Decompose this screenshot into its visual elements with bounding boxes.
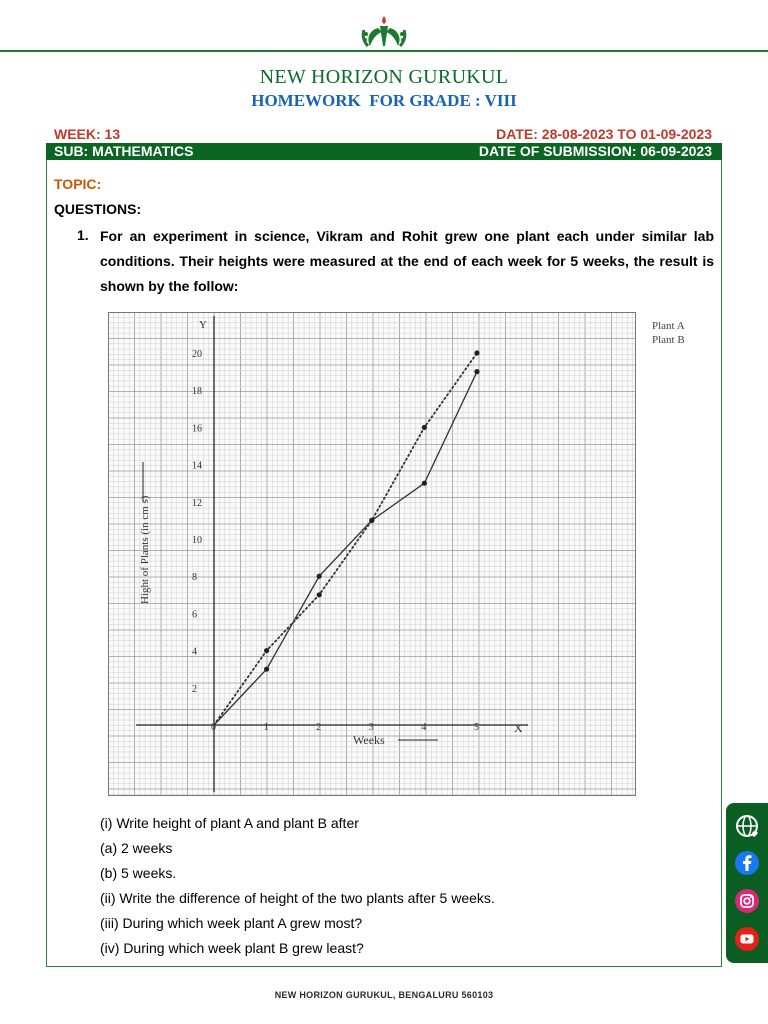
data-point <box>369 518 374 523</box>
date-range: DATE: 28-08-2023 TO 01-09-2023 <box>496 126 712 142</box>
y-tick-label: 12 <box>192 497 202 509</box>
subject-bar <box>46 143 722 160</box>
subject-label: SUB: MATHEMATICS <box>54 143 194 159</box>
y-tick-label: 10 <box>192 535 202 546</box>
x-axis-letter: X <box>514 721 523 735</box>
y-tick-label: 20 <box>192 349 202 360</box>
data-point <box>264 648 269 653</box>
topic-label: TOPIC: <box>54 176 102 192</box>
question-text: For an experiment in science, Vikram and Rohit grew one plant each under similar lab conditions. Their heights were measured at the end of each week for 5 weeks, the result is shown by the follow: <box>100 228 714 294</box>
chart-legend <box>652 319 685 347</box>
data-point <box>422 481 427 486</box>
social-sidebar <box>726 803 768 963</box>
x-tick-label: 0 <box>211 722 216 733</box>
sub-question-iii: (iii) During which week plant A grew most? <box>100 915 363 931</box>
week-label: WEEK: 13 <box>54 126 121 142</box>
legend-plant-b: Plant B <box>652 334 685 346</box>
website-icon[interactable] <box>734 813 760 839</box>
sub-question-ii: (ii) Write the difference of height of the two plants after 5 weeks. <box>100 890 495 906</box>
youtube-icon[interactable] <box>734 926 760 952</box>
school-logo <box>358 12 410 54</box>
submission-date: DATE OF SUBMISSION: 06-09-2023 <box>478 143 712 159</box>
facebook-icon[interactable] <box>734 850 760 876</box>
y-tick-label: 16 <box>192 423 202 435</box>
x-tick-label: 1 <box>263 722 269 733</box>
x-axis-label: Weeks <box>353 733 385 747</box>
x-tick-label: 5 <box>474 722 479 733</box>
series-line-plant-b <box>214 353 477 725</box>
questions-heading: QUESTIONS: <box>54 201 142 217</box>
y-tick-label: 2 <box>192 683 197 695</box>
sub-question-iv: (iv) During which week plant B grew least? <box>100 940 364 956</box>
sub-question-a: (a) 2 weeks <box>100 840 173 856</box>
y-tick-label: 8 <box>192 572 197 584</box>
y-tick-label: 14 <box>192 460 202 472</box>
x-tick-label: 3 <box>368 722 374 733</box>
x-tick-label: 2 <box>316 722 322 733</box>
plant-height-chart <box>108 312 636 796</box>
legend-plant-a: Plant A <box>652 320 685 332</box>
y-tick-label: 6 <box>192 609 197 621</box>
data-point <box>422 425 427 430</box>
data-point <box>317 574 322 579</box>
footer-address: NEW HORIZON GURUKUL, BENGALURU 560103 <box>274 990 494 1000</box>
data-point <box>264 667 269 672</box>
homework-grade-title: HOMEWORK FOR GRADE : VIII <box>251 91 517 110</box>
data-point <box>474 369 479 374</box>
y-axis-letter: Y <box>199 319 207 331</box>
x-tick-label: 4 <box>421 722 427 733</box>
data-point <box>474 350 479 355</box>
school-name: NEW HORIZON GURUKUL <box>259 66 509 88</box>
y-tick-label: 18 <box>192 386 202 398</box>
sub-question-b: (b) 5 weeks. <box>100 865 177 881</box>
question-number: 1. <box>77 227 89 243</box>
header-divider <box>0 50 768 52</box>
series-line-plant-a <box>214 372 477 725</box>
y-tick-label: 4 <box>192 646 197 658</box>
y-axis-label: Hight of Plants (in cm s) <box>139 495 151 604</box>
data-point <box>317 592 322 597</box>
sub-question-i: (i) Write height of plant A and plant B after <box>100 815 359 831</box>
instagram-icon[interactable] <box>734 888 760 914</box>
